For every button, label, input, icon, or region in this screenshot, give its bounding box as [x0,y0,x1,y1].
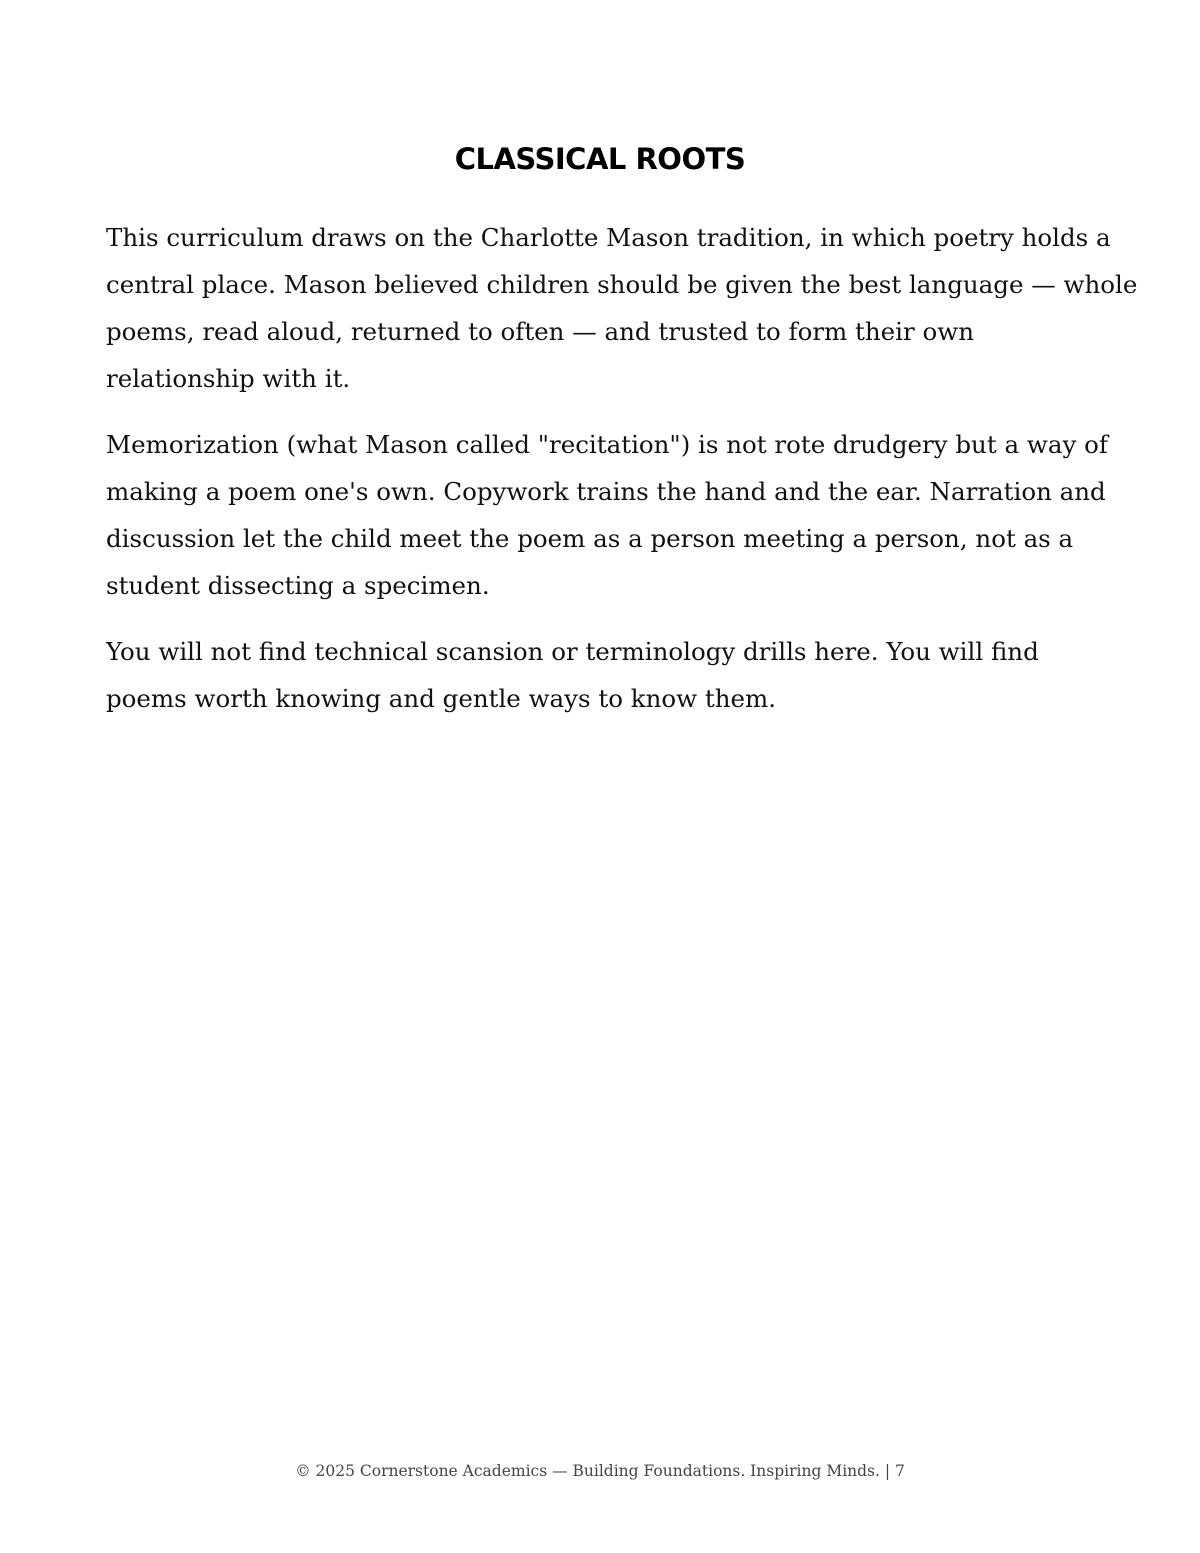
text-line: This curriculum draws on the Charlotte Mason tradition, in which poetry holds a [106,223,1111,252]
text-line: student dissecting a specimen. [106,571,490,600]
paragraph-1 [106,214,1138,402]
paragraph-2 [106,421,1106,609]
paragraph-3 [106,628,1106,722]
body-text [106,214,1138,741]
text-line: poems worth knowing and gentle ways to know them. [106,684,777,713]
text-line: Memorization (what Mason called "recitation") is not rote drudgery but a way of [106,430,1108,459]
text-line: You will not find technical scansion or terminology drills here. You will find [106,637,1039,666]
page-title: CLASSICAL ROOTS [454,142,746,176]
text-line: central place. Mason believed children should be given the best language — whole [106,270,1138,299]
page-footer: © 2025 Cornerstone Academics — Building Foundations. Inspiring Minds. | 7 [295,1462,905,1480]
text-line: poems, read aloud, returned to often — and trusted to form their own [106,317,975,346]
text-line: discussion let the child meet the poem as a person meeting a person, not as a [106,524,1074,553]
text-line: making a poem one's own. Copywork trains the hand and the ear. Narration and [106,477,1106,506]
text-line: relationship with it. [106,364,351,393]
